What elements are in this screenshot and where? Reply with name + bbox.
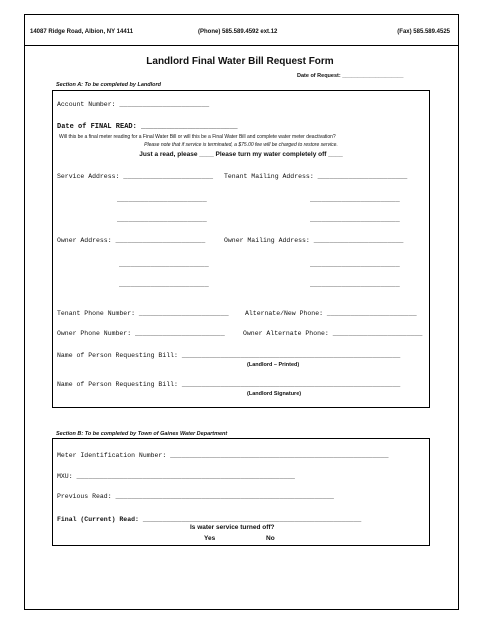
final-read-question: Will this be a final meter reading for a Final Water Bill or will this be a Final Water Bill and complete water meter deactivation? <box>59 134 336 140</box>
mxu-field[interactable]: MXU: ________________________________________________________ <box>57 473 295 480</box>
section-a-heading: Section A: To be completed by Landlord <box>56 82 162 88</box>
owner-phone-field[interactable]: Owner Phone Number: _______________________ <box>57 330 225 337</box>
tenant-mailing-line-3[interactable]: _______________________ <box>310 216 400 223</box>
office-phone: (Phone) 585.589.4592 ext.12 <box>198 29 278 35</box>
landlord-signature-label: (Landlord Signature) <box>247 391 302 397</box>
read-or-shutoff-options[interactable]: Just a read, please ____ Please turn my water completely off ____ <box>139 151 343 158</box>
service-address-field[interactable]: Service Address: _______________________ <box>57 173 214 180</box>
date-of-request[interactable]: Date of Request: ____________________ <box>297 73 404 79</box>
section-a-box <box>52 90 430 408</box>
service-address-line-2[interactable]: _______________________ <box>117 196 207 203</box>
tenant-mailing-address-field[interactable]: Tenant Mailing Address: _______________________ <box>224 173 408 180</box>
owner-alternate-phone-field[interactable]: Owner Alternate Phone: _______________________ <box>243 330 423 337</box>
service-off-yes[interactable]: Yes <box>204 535 216 542</box>
service-off-question: Is water service turned off? <box>190 524 275 531</box>
form-title: Landlord Final Water Bill Request Form <box>146 56 334 67</box>
owner-address-field[interactable]: Owner Address: _______________________ <box>57 237 206 244</box>
service-address-line-3[interactable]: _______________________ <box>117 216 207 223</box>
account-number-field[interactable]: Account Number: _______________________ <box>57 101 210 108</box>
office-address: 14087 Ridge Road, Albion, NY 14411 <box>30 29 134 35</box>
owner-mailing-line-3[interactable]: _______________________ <box>310 281 400 288</box>
owner-mailing-line-2[interactable]: _______________________ <box>310 261 400 268</box>
tenant-mailing-line-2[interactable]: _______________________ <box>310 196 400 203</box>
service-off-no[interactable]: No <box>266 535 275 542</box>
alternate-phone-field[interactable]: Alternate/New Phone: _______________________ <box>245 310 417 317</box>
landlord-printed-label: (Landlord – Printed) <box>247 362 300 368</box>
owner-address-line-3[interactable]: _______________________ <box>119 281 209 288</box>
section-b-heading: Section B: To be completed by Town of Gaines Water Department <box>56 431 228 437</box>
tenant-phone-field[interactable]: Tenant Phone Number: _______________________ <box>57 310 229 317</box>
owner-mailing-address-field[interactable]: Owner Mailing Address: _______________________ <box>224 237 404 244</box>
requester-printed-name-field[interactable]: Name of Person Requesting Bill: ________________________________________________________ <box>57 352 401 359</box>
office-fax: (Fax) 585.589.4525 <box>397 29 450 35</box>
meter-id-field[interactable]: Meter Identification Number: ________________________________________________________ <box>57 452 389 459</box>
restore-fee-note: Please note that if service is terminated, a $75.00 fee will be charged to restore service. <box>144 142 338 148</box>
previous-read-field[interactable]: Previous Read: ________________________________________________________ <box>57 493 334 500</box>
header-divider <box>24 45 459 46</box>
final-read-date-field[interactable]: Date of FINAL READ: _______________________ <box>57 123 238 131</box>
section-b-box <box>52 438 430 546</box>
final-current-read-field[interactable]: Final (Current) Read: ________________________________________________________ <box>57 516 362 523</box>
owner-address-line-2[interactable]: _______________________ <box>119 261 209 268</box>
requester-signature-field[interactable]: Name of Person Requesting Bill: ________________________________________________________ <box>57 381 401 388</box>
